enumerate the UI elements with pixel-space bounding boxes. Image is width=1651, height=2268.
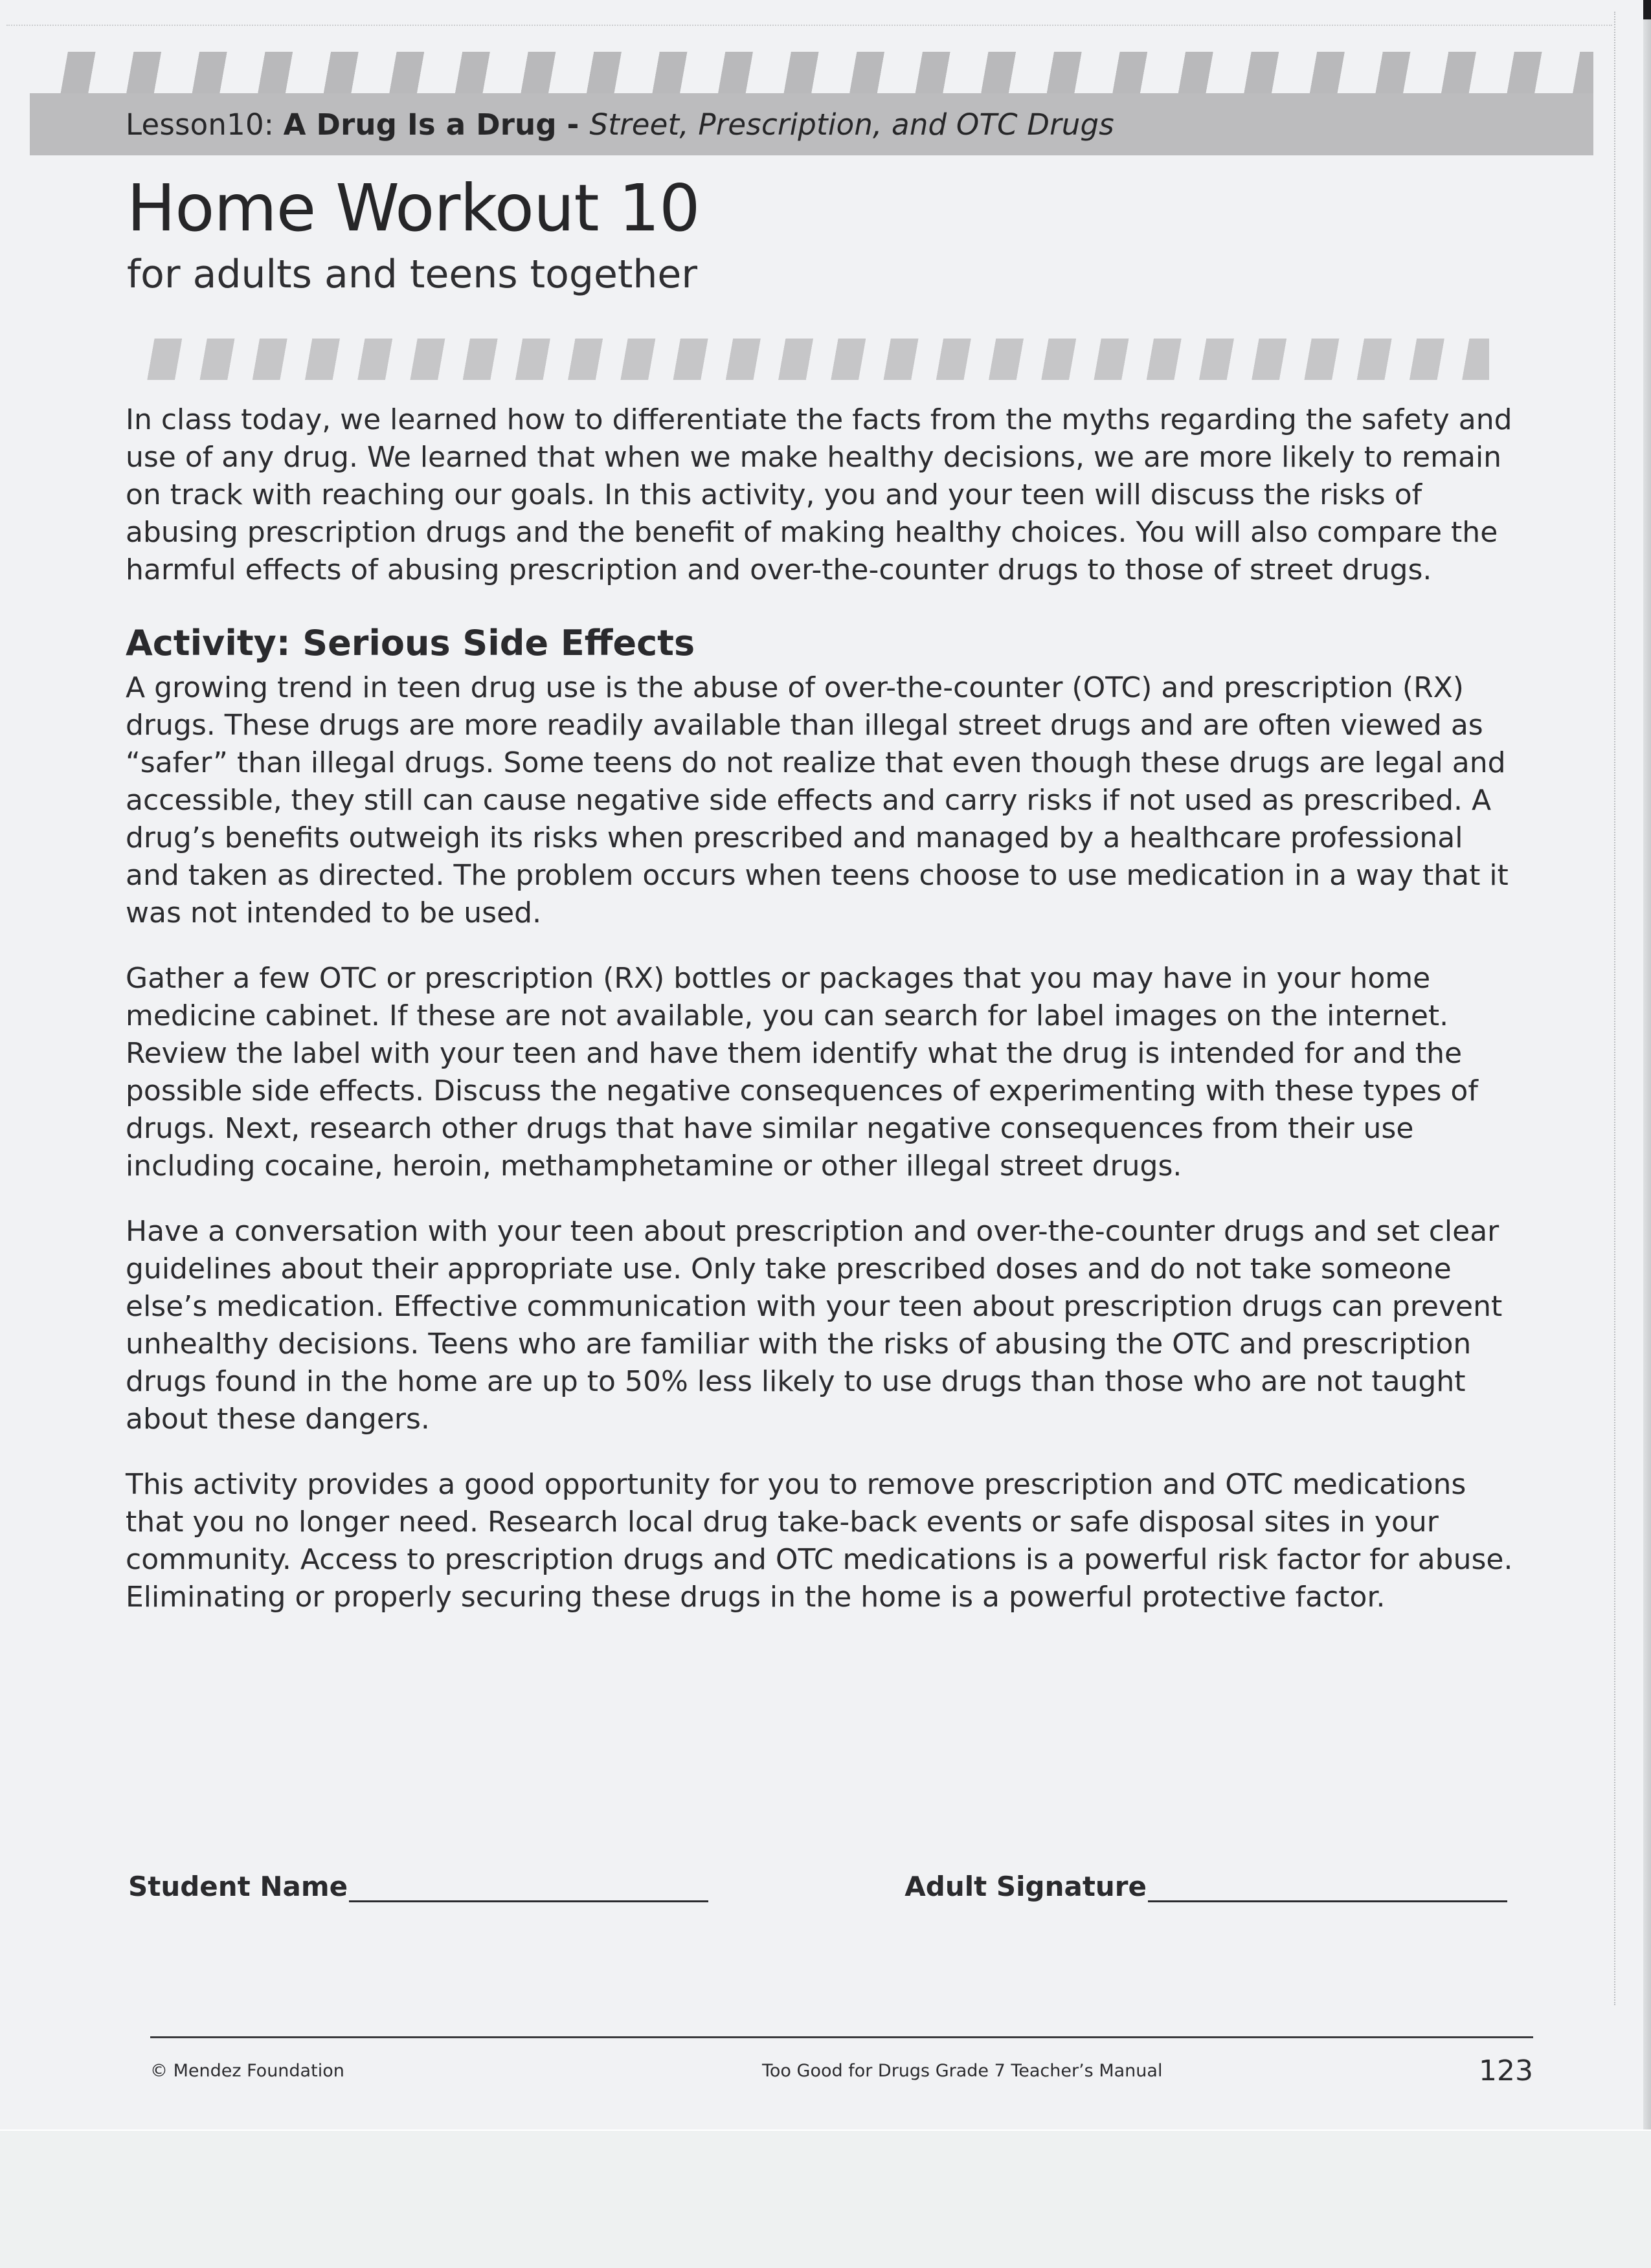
scan-edge-horizontal (6, 25, 1612, 26)
lesson-number: Lesson10: (126, 107, 284, 142)
student-name-label: Student Name (128, 1871, 348, 1902)
lesson-title (126, 107, 1114, 142)
intro-paragraph: In class today, we learned how to differentiate the facts from the myths regarding the safety and use of any drug. We learned that when we make healthy decisions, we are more likely to remain on track with reaching our goals. In this activity, you and your teen will discuss the risks of abusing prescription drugs and the benefit of making healthy choices. You will also compare the harmful effects of abusing prescription and over-the-counter drugs to those of street drugs. (126, 403, 1512, 586)
student-name-field (128, 1871, 708, 1902)
activity-paragraph: Have a conversation with your teen about prescription and over-the-counter drugs and set clear guidelines about their appropriate use. Only take prescribed doses and do not take someone else’s medication. Effective communication with your teen about prescription drugs can prevent unhealthy decisions. Teens who are familiar with the risks of abusing the OTC and prescription drugs found in the home are up to 50% less likely to use drugs than those who are not taught about these dangers. (126, 1215, 1503, 1436)
copyright-text: © Mendez Foundation (150, 2061, 344, 2081)
page-right-edge (1643, 0, 1651, 2129)
page-number: 123 (1479, 2054, 1533, 2087)
manual-title: Too Good for Drugs Grade 7 Teacher’s Manual (762, 2061, 1163, 2081)
signature-section (128, 1871, 1514, 1902)
stripe-divider (129, 339, 1489, 380)
scanner-background (0, 2129, 1651, 2268)
main-content (126, 401, 1524, 1644)
lesson-title-sub: Street, Prescription, and OTC Drugs (589, 107, 1114, 142)
page-footer (150, 2054, 1533, 2097)
activity-paragraph: This activity provides a good opportunity for you to remove prescription and OTC medications that you no longer need. Research local drug take-back events or safe disposal sites in your community. Access to prescription drugs and OTC medications is a powerful risk factor for abuse. Eliminating or properly securing these drugs in the home is a powerful protective factor. (126, 1468, 1513, 1614)
activity-heading: Activity: Serious Side Effects (126, 623, 695, 663)
activity-paragraph: A growing trend in teen drug use is the abuse of over-the-counter (OTC) and prescription (RX) drugs. These drugs are more readily available than illegal street drugs and are often viewed as “safer” than illegal drugs. Some teens do not realize that even though these drugs are legal and accessible, they still can cause negative side effects and carry risks if not used as prescribed. A drug’s benefits outweigh its risks when prescribed and managed by a healthcare professional and taken as directed. The problem occurs when teens choose to use medication in a way that it was not intended to be used. (126, 671, 1509, 929)
adult-signature-line[interactable] (1148, 1874, 1507, 1902)
lesson-header-band (30, 93, 1593, 155)
student-name-line[interactable] (349, 1874, 708, 1902)
adult-signature-label: Adult Signature (904, 1871, 1147, 1902)
page-title: Home Workout 10 (127, 170, 700, 246)
activity-paragraph: Gather a few OTC or prescription (RX) bottles or packages that you may have in your home medicine cabinet. If these are not available, you can search for label images on the internet. Review the label with your teen and have them identify what the drug is intended for and the possible side effects. Discuss the negative consequences of experimenting with these types of drugs. Next, research other drugs that have similar negative consequences from their use including cocaine, heroin, methamphetamine or other illegal street drugs. (126, 962, 1478, 1183)
footer-divider (150, 2036, 1533, 2038)
adult-signature-field (904, 1871, 1507, 1902)
page-subtitle: for adults and teens together (127, 252, 698, 297)
header-stripe-decoration (30, 52, 1593, 93)
scan-edge-vertical (1614, 12, 1615, 2005)
lesson-title-main: A Drug Is a Drug - (283, 107, 590, 142)
